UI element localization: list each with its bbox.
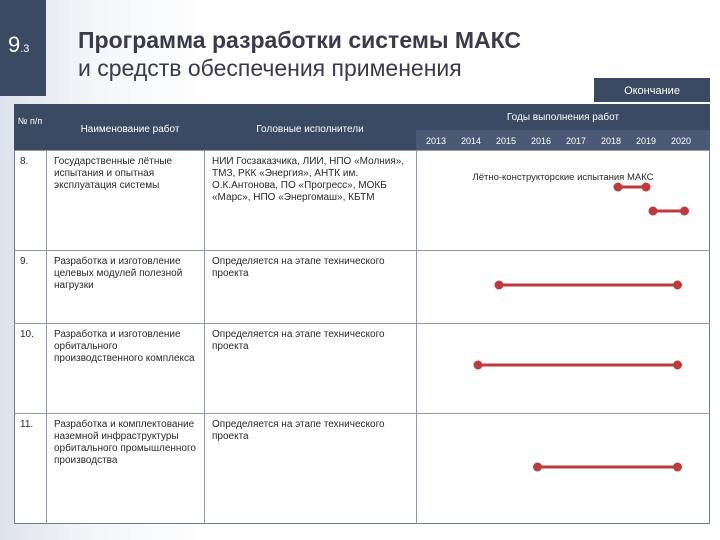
row-executors: НИИ Госзаказчика, ЛИИ, НПО «Молния», ТМЗ, РКК «Энергия», АНТК им. О.К.Антонова, ПО «Прогресс», МОКБ «Марс», НПО «Энергомаш», КБТМ [212, 156, 405, 203]
header-executors: Головные исполнители [256, 124, 364, 135]
slide-number: 9.3 [8, 32, 30, 57]
year-label: 2014 [460, 136, 482, 146]
year-label: 2013 [425, 136, 447, 146]
ending-label: Окончание [594, 78, 710, 102]
row-executors: Определяется на этапе технического проекта [212, 419, 385, 442]
gantt-bar-endpoint [680, 207, 689, 216]
row-name: Разработка и изготовление орбитального производственного комплекса [54, 329, 195, 364]
gantt-bar-endpoint [474, 361, 483, 370]
gantt-bar-endpoint [673, 281, 682, 290]
gantt-bar-endpoint [533, 463, 542, 472]
row-name: Разработка и изготовление целевых модулей полезной нагрузки [54, 256, 183, 291]
year-label: 2016 [530, 136, 552, 146]
row-executors: Определяется на этапе технического проекта [212, 329, 385, 352]
gantt-bar-endpoint [673, 463, 682, 472]
row-num: 8. [20, 156, 29, 167]
row-num: 9. [20, 256, 29, 267]
slide-number-sub: .3 [20, 43, 30, 55]
year-label: 2019 [635, 136, 657, 146]
header-num: № п/п [17, 116, 43, 126]
gantt-bar-endpoint [614, 183, 623, 192]
slide-title-line1: Программа разработки системы МАКС [78, 27, 521, 53]
year-label: 2017 [565, 136, 587, 146]
row-num: 11. [20, 419, 34, 430]
row-name: Разработка и комплектование наземной инфраструктуры орбитального промышленного производства [54, 419, 196, 466]
gantt-bar-endpoint [673, 361, 682, 370]
gantt-bar-endpoint [649, 207, 658, 216]
year-label: 2020 [670, 136, 692, 146]
header-years-title: Годы выполнения работ [506, 112, 620, 123]
gantt-bar-endpoint [495, 281, 504, 290]
row-executors: Определяется на этапе технического проекта [212, 256, 385, 279]
year-label: 2015 [495, 136, 517, 146]
row-note: Лётно-конструкторские испытания МАКС [472, 172, 654, 183]
header-name: Наименование работ [80, 124, 180, 135]
row-num: 10. [20, 329, 34, 340]
slide-title-line2: и средств обеспечения применения [78, 55, 462, 81]
gantt-bar-endpoint [642, 183, 651, 192]
year-label: 2018 [600, 136, 622, 146]
row-name: Государственные лётные испытания и опытная эксплуатация системы [54, 156, 173, 191]
